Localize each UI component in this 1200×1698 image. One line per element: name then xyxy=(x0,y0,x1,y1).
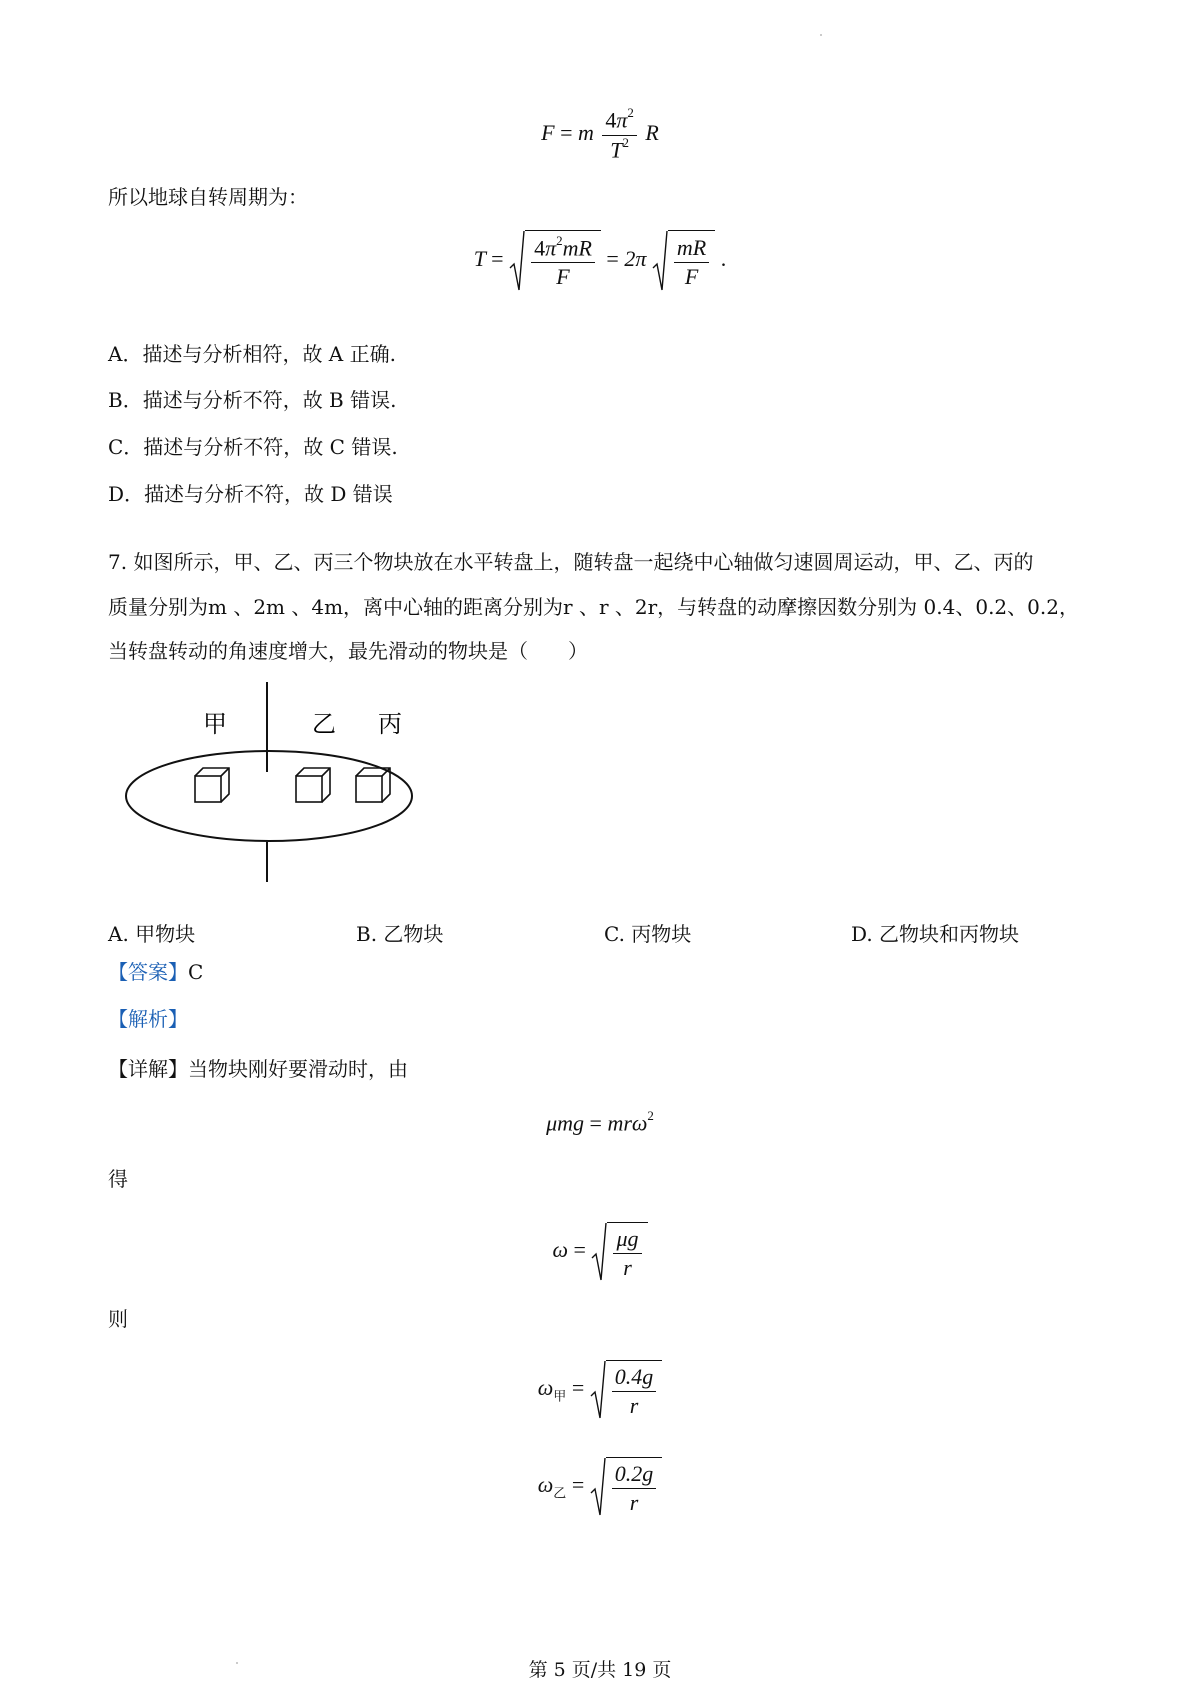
formula-centripetal-force: F = m $\frac{4\pi^2}{T^2}$ R xyxy=(541,105,659,162)
question-7-line-2: 质量分别为m 、2m 、4m，离中心轴的距离分别为r 、r 、2r，与转盘的动摩擦因数分别为 0.4、0.2、0.2， xyxy=(108,595,1079,619)
answer-line xyxy=(108,958,203,986)
sqrt-sign: $\frac{mR}{F}$ xyxy=(652,230,715,292)
label-yi: 乙 xyxy=(312,710,336,738)
option-c-analysis: C．描述与分析不符，故 C 错误. xyxy=(108,435,398,459)
choice-d: D. 乙物块和丙物块 xyxy=(851,922,1020,946)
question-7-line-3: 当转盘转动的角速度增大，最先滑动的物块是（ ） xyxy=(108,639,588,663)
formula-omega-yi: $\omega_乙$ = $\frac{0.2g}{r}$ xyxy=(0,1457,1200,1517)
formula-rotation-period: T = $\frac{4\pi^2mR}{F}$ = 2π $\frac{mR}{F}$ . xyxy=(0,230,1200,292)
choice-b: B. 乙物块 xyxy=(356,922,444,946)
turntable-disk xyxy=(126,751,412,841)
option-d-analysis: D．描述与分析不符，故 D 错误 xyxy=(108,482,393,506)
scan-speck xyxy=(820,34,822,36)
block-yi xyxy=(296,768,330,802)
detail-line: 【详解】当物块刚好要滑动时，由 xyxy=(108,1057,408,1081)
choice-a: A. 甲物块 xyxy=(108,922,196,946)
page-footer: 第 5 页/共 19 页 xyxy=(528,1659,672,1681)
block-jia xyxy=(195,768,229,802)
sqrt-sign: $\frac{\mu g}{r}$ xyxy=(591,1222,647,1282)
formula-omega-jia: $\omega_甲$ = $\frac{0.4g}{r}$ xyxy=(0,1360,1200,1420)
block-bing xyxy=(356,768,390,802)
answer-value: C xyxy=(188,960,204,984)
sqrt-sign: $\frac{0.4g}{r}$ xyxy=(590,1360,663,1420)
label-bing: 丙 xyxy=(378,710,402,738)
period-intro-text: 所以地球自转周期为： xyxy=(108,185,308,209)
option-b-analysis: B．描述与分析不符，故 B 错误. xyxy=(108,388,397,412)
formula-omega: ω = $\frac{\mu g}{r}$ xyxy=(0,1222,1200,1282)
question-7-line-1: 7. 如图所示，甲、乙、丙三个物块放在水平转盘上，随转盘一起绕中心轴做匀速圆周运动，甲、乙、丙的 xyxy=(108,550,1034,574)
formula-friction-balance: μmg = mrω$^2$ xyxy=(546,1108,654,1136)
text-ze: 则 xyxy=(108,1307,128,1331)
turntable-diagram xyxy=(100,682,440,882)
option-a-analysis: A．描述与分析相符，故 A 正确. xyxy=(108,342,396,366)
answer-tag: 【答案】 xyxy=(108,960,188,984)
text-de: 得 xyxy=(108,1167,128,1191)
sqrt-sign: $\frac{0.2g}{r}$ xyxy=(590,1457,663,1517)
sqrt-sign: $\frac{4\pi^2mR}{F}$ xyxy=(509,230,601,292)
label-jia: 甲 xyxy=(203,710,227,738)
choice-c: C. 丙物块 xyxy=(604,922,692,946)
analysis-tag: 【解析】 xyxy=(108,1007,188,1031)
